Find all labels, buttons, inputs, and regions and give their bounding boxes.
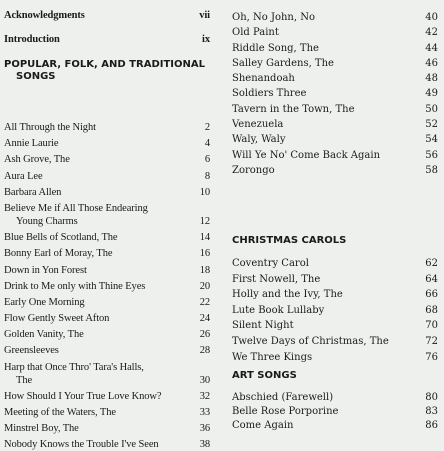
toc-entry[interactable] xyxy=(4,121,210,134)
toc-entry[interactable] xyxy=(4,438,210,451)
entry-page: 28 xyxy=(199,345,210,357)
entry-page: 12 xyxy=(199,215,210,227)
toc-entry[interactable] xyxy=(232,335,438,348)
toc-entry[interactable] xyxy=(232,103,438,116)
entry-title: Believe Me if All Those Endearing xyxy=(4,202,148,214)
toc-entry[interactable] xyxy=(4,137,210,150)
toc-entry[interactable] xyxy=(232,351,438,364)
entry-title: Oh, No John, No xyxy=(232,12,315,23)
toc-list xyxy=(232,257,438,364)
entry-title: Early One Morning xyxy=(4,296,85,308)
entry-page: 54 xyxy=(425,134,438,146)
entry-page: 52 xyxy=(425,119,438,131)
entry-page: 32 xyxy=(199,390,210,402)
entry-title: Abschied (Farewell) xyxy=(232,392,334,403)
entry-title: Bonny Earl of Moray, The xyxy=(4,248,113,260)
toc-list xyxy=(232,11,438,177)
entry-page: 36 xyxy=(199,423,210,435)
entry-page: 62 xyxy=(425,258,438,269)
entry-page: 86 xyxy=(425,419,438,431)
toc-entry[interactable] xyxy=(4,186,210,199)
entry-page: 18 xyxy=(199,264,210,276)
toc-entry[interactable] xyxy=(4,170,210,183)
entry-page: 50 xyxy=(425,103,438,115)
entry-page: 83 xyxy=(425,405,438,417)
toc-entry[interactable] xyxy=(4,422,210,435)
entry-title: Introduction xyxy=(4,34,60,45)
entry-title: Meeting of the Waters, The xyxy=(4,407,116,418)
entry-title: Shenandoah xyxy=(232,73,295,85)
toc-list xyxy=(4,121,210,451)
entry-title: Soldiers Three xyxy=(232,88,307,100)
entry-page: 44 xyxy=(425,42,438,54)
entry-title: Nobody Knows the Trouble I've Seen xyxy=(4,439,159,451)
entry-title: Venezuela xyxy=(232,119,284,131)
entry-page: 70 xyxy=(425,320,438,332)
entry-title: Harp that Once Thro' Tara's Halls, xyxy=(4,361,144,373)
entry-page: 80 xyxy=(425,392,438,403)
entry-page: 48 xyxy=(425,73,438,85)
entry-page: 10 xyxy=(199,186,210,198)
toc-entry[interactable] xyxy=(232,257,438,270)
entry-title: Ash Grove, The xyxy=(4,154,70,166)
toc-entry[interactable] xyxy=(4,406,210,419)
entry-title: Barbara Allen xyxy=(4,186,62,198)
toc-entry[interactable] xyxy=(232,118,438,131)
entry-page: vii xyxy=(199,10,210,21)
entry-page: 40 xyxy=(425,12,438,23)
entry-page: 76 xyxy=(425,351,438,363)
entry-page: 24 xyxy=(199,313,210,325)
toc-entry[interactable] xyxy=(232,391,438,404)
entry-page: 33 xyxy=(199,407,210,418)
entry-title: Flow Gently Sweet Afton xyxy=(4,313,110,325)
entry-title: Will Ye No' Come Back Again xyxy=(232,149,381,161)
entry-page: 56 xyxy=(425,149,438,161)
toc-entry[interactable] xyxy=(4,247,210,260)
entry-page: 68 xyxy=(425,304,438,316)
entry-title: Twelve Days of Christmas, The xyxy=(232,335,389,347)
toc-entry[interactable] xyxy=(232,273,438,286)
entry-title: Drink to Me only with Thine Eyes xyxy=(4,280,146,292)
entry-page: 4 xyxy=(204,138,210,150)
entry-page: 20 xyxy=(199,280,210,292)
entry-title: Old Paint xyxy=(232,27,279,39)
entry-title: Blue Bells of Scotland, The xyxy=(4,232,118,244)
toc-entry[interactable] xyxy=(232,26,438,39)
entry-page: 14 xyxy=(199,232,210,244)
entry-page: 8 xyxy=(204,170,210,182)
entry-title: We Three Kings xyxy=(232,351,313,363)
entry-page: 6 xyxy=(204,154,210,166)
toc-entry[interactable] xyxy=(232,87,438,100)
entry-title: Greensleeves xyxy=(4,345,59,357)
entry-title: Waly, Waly xyxy=(232,134,286,146)
entry-page: 58 xyxy=(425,164,438,176)
entry-page: 64 xyxy=(425,273,438,285)
toc-entry[interactable] xyxy=(232,57,438,70)
toc-entry[interactable] xyxy=(232,405,438,418)
section-heading-line: POPULAR, FOLK, AND TRADITIONAL xyxy=(4,59,205,70)
toc-entry[interactable] xyxy=(4,296,210,309)
entry-page: 30 xyxy=(199,374,210,386)
entry-title: Minstrel Boy, The xyxy=(4,423,79,435)
section-heading xyxy=(4,59,210,82)
entry-page: 16 xyxy=(199,248,210,260)
toc-entry[interactable] xyxy=(232,72,438,85)
toc-entry[interactable] xyxy=(232,419,438,432)
toc-entry xyxy=(4,9,210,22)
entry-page: 2 xyxy=(204,122,210,133)
entry-title: Golden Vanity, The xyxy=(4,329,84,341)
toc-entry[interactable] xyxy=(232,319,438,332)
entry-title: Aura Lee xyxy=(4,170,43,182)
toc-entry[interactable] xyxy=(232,288,438,301)
entry-page: 66 xyxy=(425,289,438,301)
entry-title: Salley Gardens, The xyxy=(232,57,334,69)
entry-title: Belle Rose Porporine xyxy=(232,405,339,417)
entry-title: Tavern in the Town, The xyxy=(232,103,355,115)
entry-title-cont: Young Charms xyxy=(16,215,78,227)
entry-page: 38 xyxy=(199,439,210,451)
entry-title: Zorongo xyxy=(232,164,275,176)
entry-page: ix xyxy=(202,34,210,45)
entry-title-cont: The xyxy=(16,374,33,386)
toc-entry[interactable] xyxy=(4,361,210,387)
toc-entry[interactable] xyxy=(4,312,210,325)
toc-entry[interactable] xyxy=(4,280,210,293)
toc-entry[interactable] xyxy=(4,390,210,403)
toc-entry[interactable] xyxy=(4,344,210,357)
toc-entry[interactable] xyxy=(232,133,438,146)
entry-title: How Should I Your True Love Know? xyxy=(4,390,162,402)
toc-entry[interactable] xyxy=(232,149,438,162)
section-heading-line: SONGS xyxy=(16,70,56,82)
entry-title: First Nowell, The xyxy=(232,273,321,285)
section-heading: ART SONGS xyxy=(232,370,297,381)
entry-title: Silent Night xyxy=(232,320,294,332)
entry-title: Riddle Song, The xyxy=(232,42,319,54)
entry-page: 72 xyxy=(425,335,438,347)
entry-page: 46 xyxy=(425,57,438,69)
entry-title: Acknowledgments xyxy=(4,10,85,21)
entry-page: 26 xyxy=(199,329,210,341)
toc-entry[interactable] xyxy=(232,42,438,55)
toc-entry[interactable] xyxy=(4,328,210,341)
toc-entry[interactable] xyxy=(4,264,210,277)
entry-page: 22 xyxy=(199,296,210,308)
toc-entry xyxy=(4,33,210,46)
entry-title: Lute Book Lullaby xyxy=(232,304,325,316)
entry-title: Come Again xyxy=(232,419,294,431)
toc-entry[interactable] xyxy=(232,11,438,24)
toc-entry[interactable] xyxy=(232,164,438,177)
toc-entry[interactable] xyxy=(4,231,210,244)
entry-title: Annie Laurie xyxy=(4,138,59,150)
section-heading: CHRISTMAS CAROLS xyxy=(232,235,347,246)
entry-title: Coventry Carol xyxy=(232,258,309,269)
toc-entry[interactable] xyxy=(232,304,438,317)
entry-page: 49 xyxy=(425,88,438,100)
entry-title: All Through the Night xyxy=(4,122,96,133)
toc-entry[interactable] xyxy=(4,153,210,166)
entry-page: 42 xyxy=(425,27,438,39)
entry-title: Down in Yon Forest xyxy=(4,264,87,276)
entry-title: Holly and the Ivy, The xyxy=(232,289,343,301)
toc-entry[interactable] xyxy=(4,202,210,228)
